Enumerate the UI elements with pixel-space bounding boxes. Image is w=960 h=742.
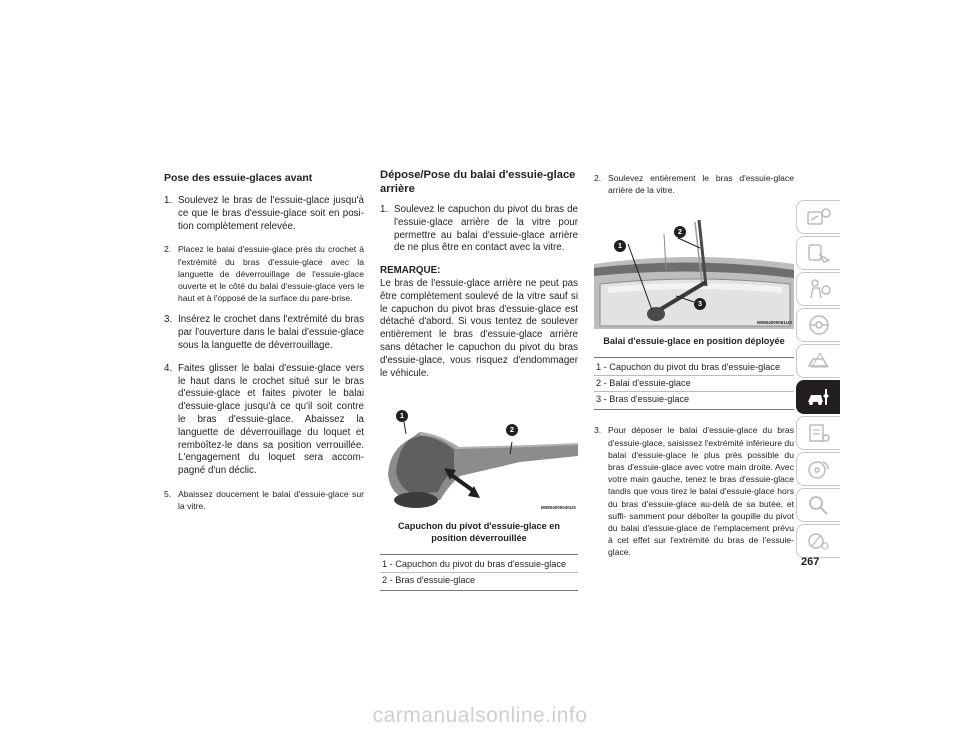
warning-car-icon — [806, 350, 832, 372]
callout-2: 2 — [674, 226, 686, 238]
step-item: 2. Placez le balai d'essuie-glace près du crochet à l'extrémité du bras d'essuie-glace avec la languette de déverrouillage de l'essuie-glace ouverte et le côté du balai d'essuie-glace vers le haut et à l'opposé de la surface du pare-brise. — [164, 244, 364, 304]
chapter-tabs — [796, 200, 841, 560]
column-front-wiper-install — [164, 172, 364, 522]
watermark-text: carmanualsonline.info — [372, 704, 588, 727]
seat-belt-airbag-icon — [806, 278, 832, 300]
note-title: REMARQUE: — [380, 265, 441, 277]
tab-dashboard[interactable] — [796, 200, 840, 234]
figure-pivot-cap — [380, 404, 578, 514]
section-heading-rear-wiper: Dépose/Pose du balai d'essuie-glace arrière — [380, 169, 576, 195]
tab-emergency[interactable] — [796, 344, 840, 378]
steering-wheel-icon — [806, 314, 832, 336]
step-item: 4. Faites glisser le balai d'essuie-glace vers le haut dans le crochet situé sur le bras d'essuie-glace et faites pivoter le balai d'essuie-glace jusqu'à ce qu'il soit contre le bras d'essuie-glace. Abaissez la languette de déverrouillage du loquet et remboîtez-le dans sa position verrouillée. L'engagement du loquet sera accom- pagné d'un déclic. — [164, 362, 364, 477]
figure-caption: Capuchon du pivot d'essuie-glace en position déverrouillée — [398, 521, 560, 544]
tab-index[interactable] — [796, 488, 840, 522]
pivot-cap-illustration — [380, 404, 578, 514]
column-rear-wiper-continued — [594, 172, 794, 569]
step-item: 2. Soulevez entièrement le bras d'essuie-glace arrière de la vitre. — [594, 173, 794, 196]
legend-item: 1 - Capuchon du pivot du bras d'essuie-glace — [380, 557, 578, 573]
step-item: 3. Insérez le crochet dans l'extrémité du bras par l'ouverture dans le balai d'essuie-glace sous la languette de déverrouillage. — [164, 314, 364, 351]
tab-safety[interactable] — [796, 272, 840, 306]
figure-caption: Balai d'essuie-glace en position déployée — [603, 336, 785, 347]
car-key-icon — [806, 242, 832, 264]
tab-multimedia[interactable] — [796, 452, 840, 486]
figure-legend — [594, 357, 794, 410]
step-item: 3. Pour déposer le balai d'essuie-glace du bras d'essuie-glace, saisissez l'extrémité inférieure du balai d'essuie-glace le plus près possible du bras d'essuie-glace avec votre main droite. Avec votre main gauche, tenez le bras d'essuie-glace tandis que vous tirez le balai d'essuie-glace hors du bras d'essuie-glace au-delà de sa butée, et suffi- samment pour déboîter la goupille du pivot du balai d'essuie-glace de l'emplacement prévu à cet effet sur l'extrémité du bras de l'essuie-glace. — [594, 425, 794, 558]
legend-item: 1 - Capuchon du pivot du bras d'essuie-glace — [594, 360, 794, 376]
callout-3: 3 — [694, 298, 706, 310]
note-text: Le bras de l'essuie-glace arrière ne peut pas être complètement soulevé de la vitre sauf si le capuchon du pivot bras d'essuie-glace est détaché d'abord. Si vous tentez de soulever entièrement le bras d'essuie-glace arrière sans détacher le capuchon du pivot du bras d'essuie-glace, vous risquez d'endommager le véhicule. — [380, 277, 578, 379]
front-wiper-steps — [164, 195, 364, 512]
tab-servicing[interactable] — [796, 380, 840, 414]
tab-languages[interactable] — [796, 524, 840, 558]
rear-wiper-deployed-illustration — [594, 214, 794, 329]
callout-1: 1 — [614, 240, 626, 252]
step-item: 1. Soulevez le bras de l'essuie-glace jusqu'à ce que le bras d'essuie-glace soit en posi- tion complètement relevée. — [164, 195, 364, 232]
figure-id: M0804000040US — [540, 505, 576, 511]
legend-item: 3 - Bras d'essuie-glace — [596, 394, 690, 405]
tab-keys[interactable] — [796, 236, 840, 270]
callout-2: 2 — [506, 424, 518, 436]
column-rear-wiper-removal — [380, 168, 578, 605]
legend-item: 2 - Bras d'essuie-glace — [382, 575, 476, 586]
language-index-icon — [806, 530, 832, 552]
step-item: 1. Soulevez le capuchon du pivot du bras de l'essuie-glace arrière de la vitre pour permettre au balai d'essuie-glace arrière de ne plus être en contact avec la vitre. — [380, 204, 578, 254]
tab-driving[interactable] — [796, 308, 840, 342]
figure-legend — [380, 554, 578, 591]
rear-wiper-steps — [380, 204, 578, 255]
rear-wiper-steps-continued — [594, 172, 794, 196]
page-number: 267 — [801, 556, 820, 568]
legend-item: 2 - Balai d'essuie-glace — [594, 376, 794, 392]
callout-1: 1 — [396, 410, 408, 422]
step-item: 5. Abaissez doucement le balai d'essuie-glace sur la vitre. — [164, 488, 364, 512]
rear-wiper-steps-final — [594, 424, 794, 558]
car-service-wrench-icon — [806, 386, 832, 408]
section-heading-front-wipers: Pose des essuie-glaces avant — [164, 172, 313, 184]
magnifier-index-icon — [806, 494, 832, 516]
specifications-list-icon — [806, 422, 832, 444]
multimedia-disc-icon — [806, 458, 832, 480]
tab-specifications[interactable] — [796, 416, 840, 450]
figure-blade-deployed — [594, 214, 794, 329]
dashboard-gauge-icon — [806, 206, 832, 228]
figure-id: M0804000061US — [756, 320, 792, 326]
